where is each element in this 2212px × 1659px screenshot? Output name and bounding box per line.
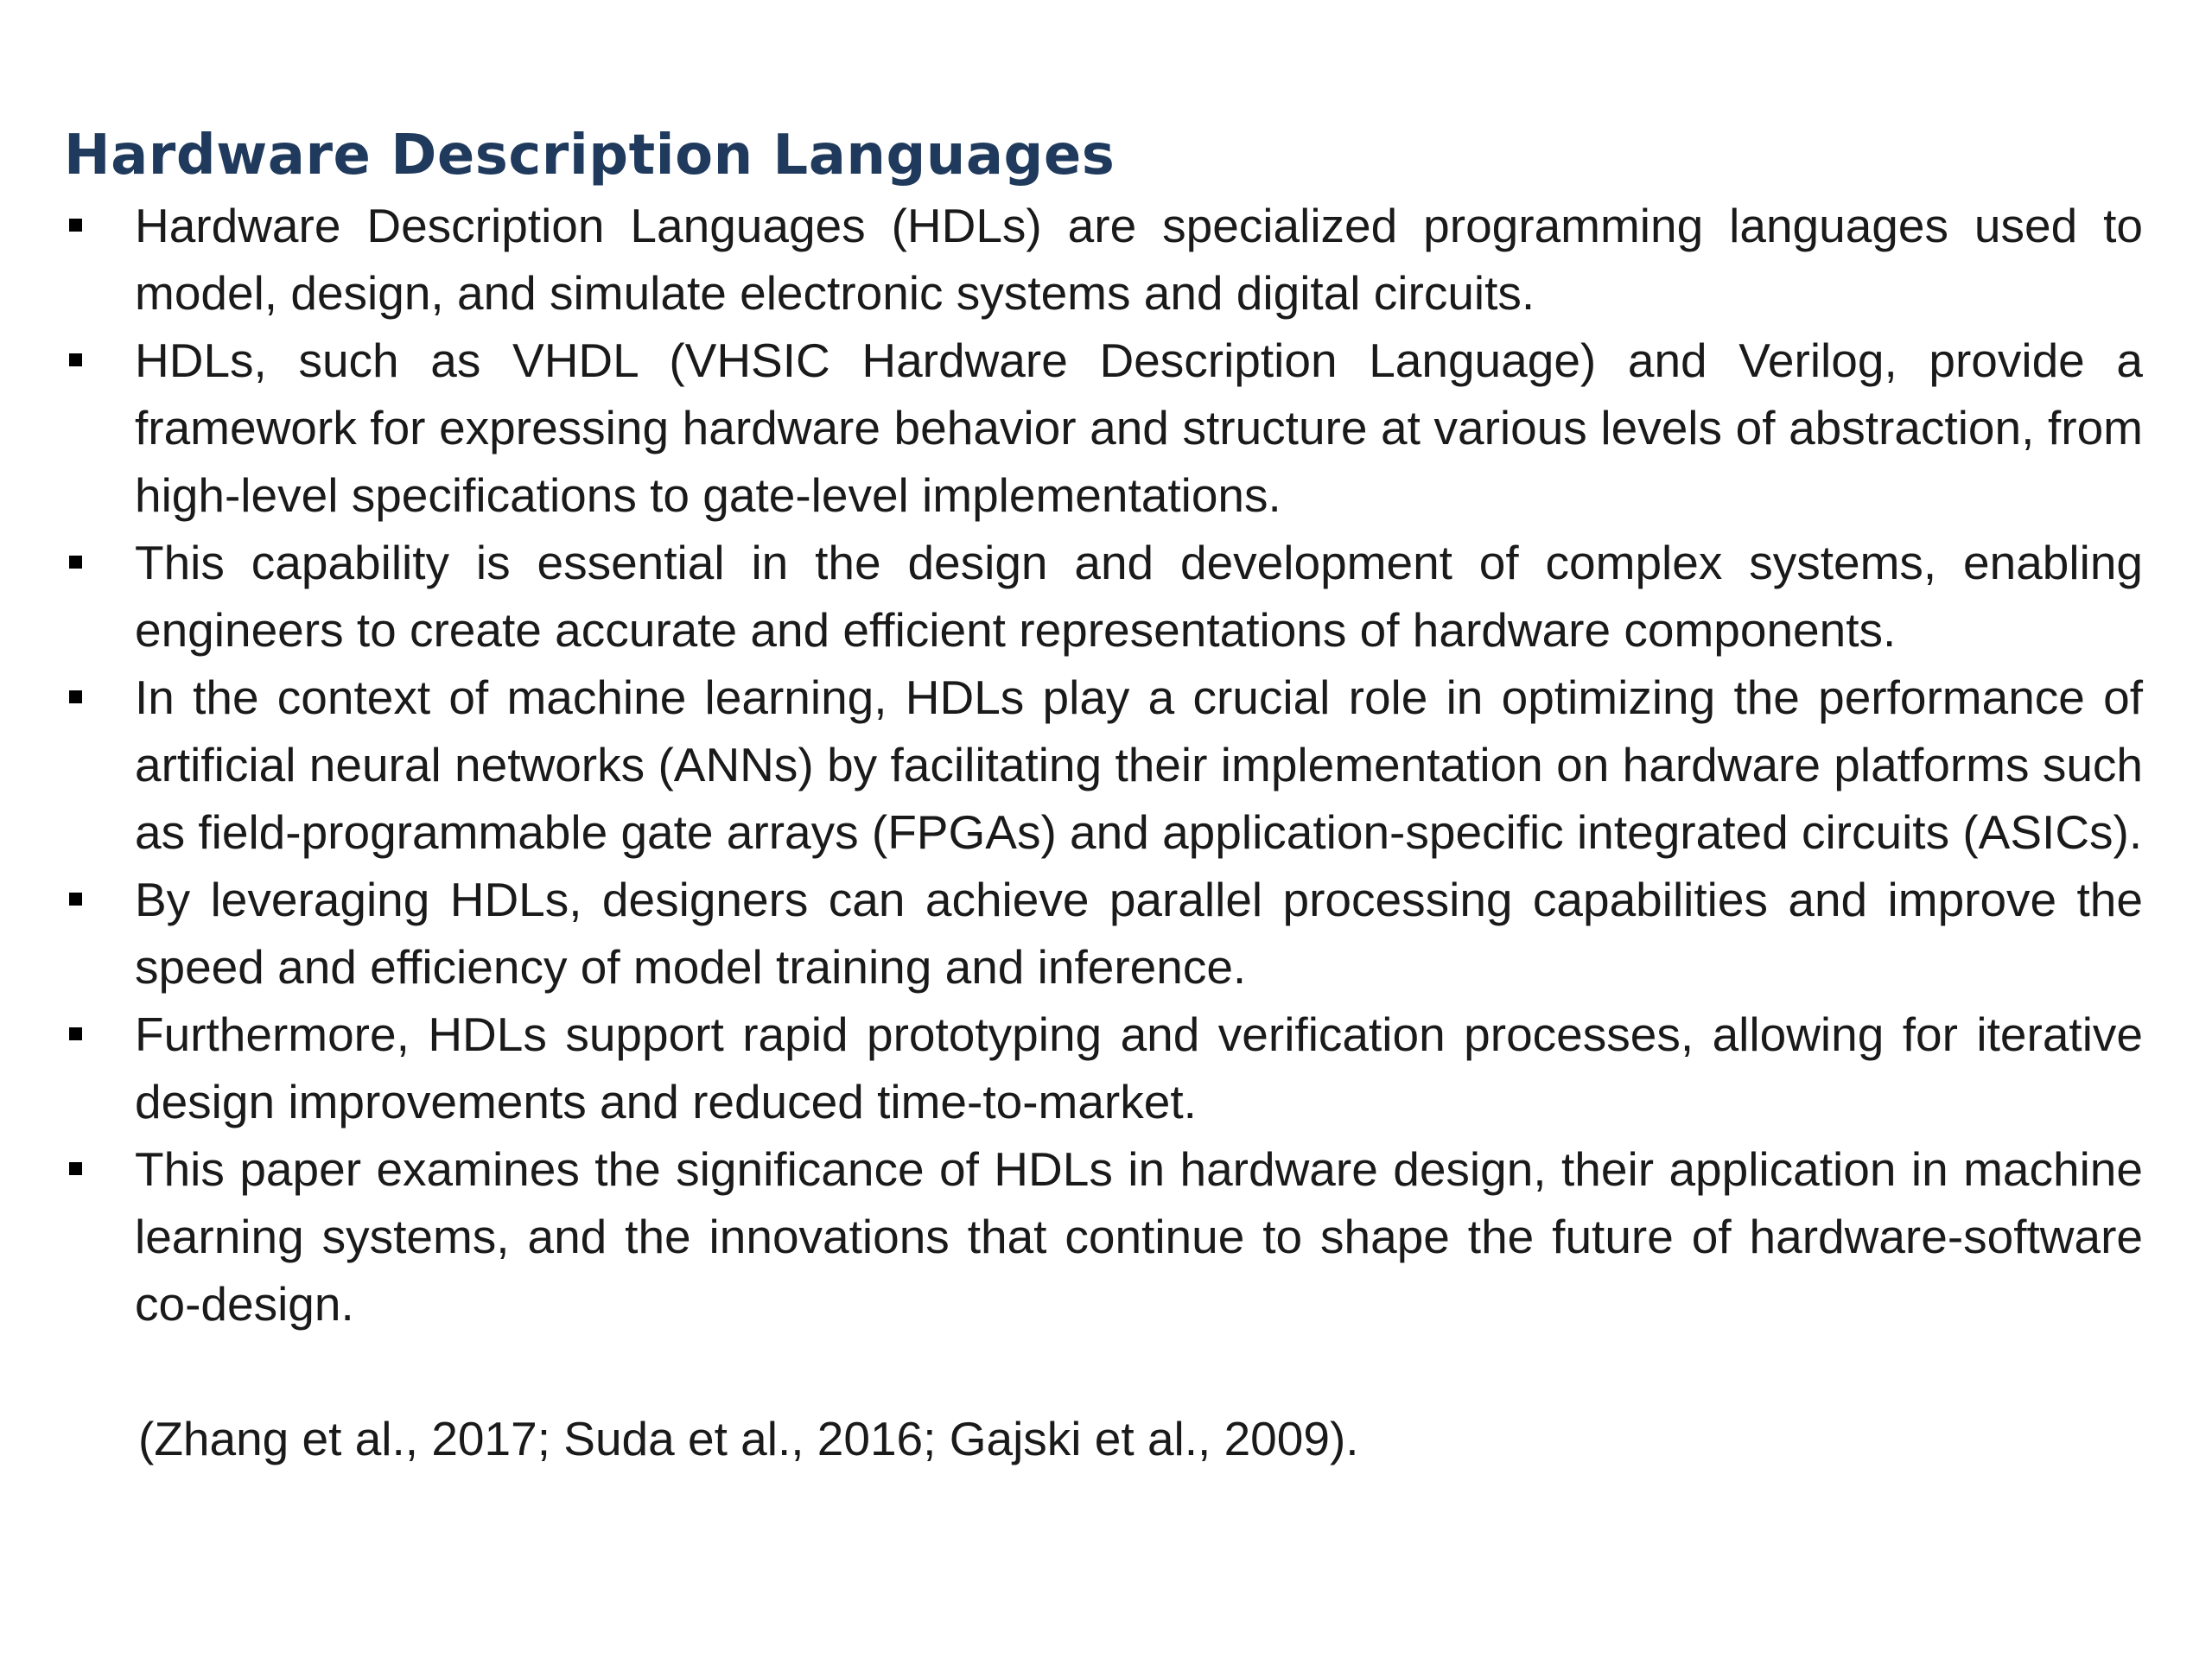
bullet-item (64, 866, 2143, 1001)
bullet-item (64, 1001, 2143, 1135)
bullet-item (64, 1135, 2143, 1338)
bullet-text: Furthermore, HDLs support rapid prototyping and verification processes, allowing for iterative design improvements and reduced time-to-market. (135, 1007, 2143, 1128)
square-bullet-icon (69, 1027, 82, 1040)
bullet-item (64, 664, 2143, 866)
slide-title: Hardware Description Languages (64, 124, 1116, 188)
square-bullet-icon (69, 556, 82, 569)
bullet-text: In the context of machine learning, HDLs play a crucial role in optimizing the performance of artificial neural networks (ANNs) by facilitating their implementation on hardware platforms such as field-programmable gate arrays (FPGAs) and application-specific integrated circuits (ASICs). (135, 671, 2143, 859)
bullet-item (64, 192, 2143, 327)
square-bullet-icon (69, 353, 82, 366)
bullet-text: HDLs, such as VHDL (VHSIC Hardware Description Language) and Verilog, provide a framework for expressing hardware behavior and structure at various levels of abstraction, from high-level specifications to gate-level implementations. (135, 334, 2143, 522)
square-bullet-icon (69, 690, 82, 703)
bullet-item (64, 529, 2143, 664)
bullet-text: This paper examines the significance of HDLs in hardware design, their application in machine learning systems, and the innovations that continue to shape the future of hardware-software co-design. (135, 1142, 2143, 1331)
bullet-text: By leveraging HDLs, designers can achieve parallel processing capabilities and improve the speed and efficiency of model training and inference. (135, 873, 2143, 994)
square-bullet-icon (69, 893, 82, 906)
square-bullet-icon (69, 1162, 82, 1175)
bullet-item (64, 327, 2143, 529)
bullet-list (64, 192, 2143, 1338)
bullet-text: This capability is essential in the design and development of complex systems, enabling engineers to create accurate and efficient representations of hardware components. (135, 536, 2143, 657)
citation-text: (Zhang et al., 2017; Suda et al., 2016; Gajski et al., 2009). (138, 1412, 1359, 1465)
bullet-text: Hardware Description Languages (HDLs) are specialized programming languages used to model, design, and simulate electronic systems and digital circuits. (135, 199, 2143, 320)
square-bullet-icon (69, 219, 82, 232)
